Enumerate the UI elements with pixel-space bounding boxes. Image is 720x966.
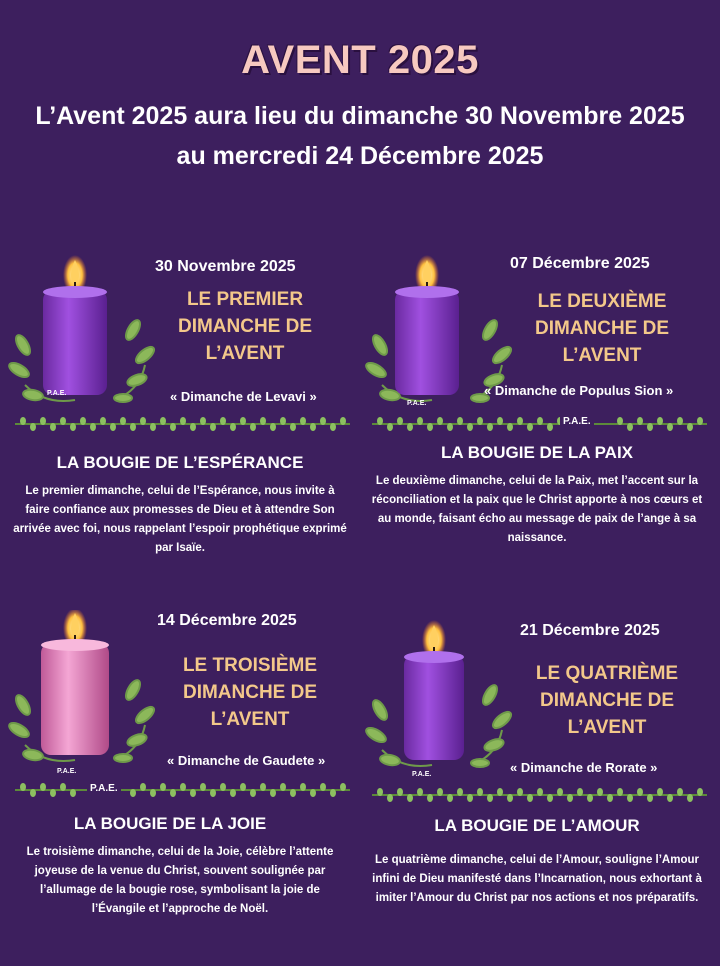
- candle-body: [404, 655, 464, 760]
- vine-divider: [372, 787, 707, 803]
- candle-label: LA BOUGIE DE L’ESPÉRANCE: [56, 453, 304, 472]
- sunday-description: Le quatrième dimanche, celui de l’Amour, souligne l’Amour infini de Dieu manifesté dans l’Incarnation, nous exhortant à imiter l’Amour du Christ par nos actions et nos préparatifs.: [372, 854, 702, 904]
- candle-label: LA BOUGIE DE L’AMOUR: [434, 816, 640, 835]
- candle-icon: [362, 615, 522, 785]
- candle-body: [41, 643, 109, 755]
- vine-divider: [15, 416, 350, 432]
- sunday-date: 21 Décembre 2025: [520, 622, 660, 639]
- sunday-card-2: [362, 250, 712, 580]
- candle-illustration: [5, 610, 165, 780]
- sunday-title: LE TROISIÈME DIMANCHE DE L’AVENT: [182, 655, 318, 730]
- vine-divider: [372, 416, 707, 432]
- candle-body: [43, 290, 107, 395]
- candle-illustration: [362, 615, 522, 785]
- sunday-card-4: [362, 615, 712, 945]
- sunday-title: LE PREMIER DIMANCHE DE L’AVENT: [177, 289, 313, 364]
- sunday-date: 30 Novembre 2025: [155, 258, 296, 275]
- sunday-card-3: [5, 610, 355, 940]
- sunday-name: « Dimanche de Populus Sion »: [484, 383, 674, 398]
- watermark-small: P.A.E.: [57, 768, 77, 775]
- sunday-description: Le premier dimanche, celui de l’Espérance, nous invite à faire confiance aux promesses de Dieu et à attendre Son arrivée avec foi, nous rappelant l’espoir prophétique exprimé par Isaïe.: [13, 485, 347, 554]
- candle-icon: [5, 250, 165, 420]
- vine-divider: [15, 782, 350, 798]
- subtitle: L’Avent 2025 aura lieu du dimanche 30 Novembre 2025 au mercredi 24 Décembre 2025: [35, 102, 685, 170]
- candle-icon: [5, 610, 165, 780]
- watermark-small: P.A.E.: [407, 400, 427, 407]
- watermark-small: P.A.E.: [47, 390, 67, 397]
- candle-illustration: [5, 250, 165, 420]
- sunday-name: « Dimanche de Rorate »: [510, 760, 658, 775]
- sunday-name: « Dimanche de Levavi »: [170, 389, 317, 404]
- sunday-date: 14 Décembre 2025: [157, 612, 297, 629]
- sunday-card-1: [5, 250, 355, 580]
- sunday-description: Le troisième dimanche, celui de la Joie, célèbre l’attente joyeuse de la venue du Christ, souvent soulignée par l’allumage de la bougie rose, symbolisant la joie de l’Évangile et l’approche de Noël.: [26, 846, 334, 915]
- candle-label: LA BOUGIE DE LA JOIE: [73, 814, 267, 833]
- sunday-title: LE QUATRIÈME DIMANCHE DE L’AVENT: [535, 663, 679, 738]
- watermark-small: P.A.E.: [412, 771, 432, 778]
- sunday-title: LE DEUXIÈME DIMANCHE DE L’AVENT: [534, 291, 670, 366]
- candle-label: LA BOUGIE DE LA PAIX: [440, 443, 634, 462]
- sunday-description: Le deuxième dimanche, celui de la Paix, met l’accent sur la réconciliation et la paix que le Christ apporte à nos cœurs et au monde, faisant écho au message de paix de l’ange à sa naissance.: [371, 475, 703, 544]
- sunday-date: 07 Décembre 2025: [510, 255, 650, 272]
- watermark-vine: P.A.E.: [87, 783, 121, 794]
- main-title: AVENT 2025: [241, 38, 479, 82]
- watermark-vine: P.A.E.: [560, 416, 594, 427]
- candle-body: [395, 290, 459, 395]
- sunday-name: « Dimanche de Gaudete »: [167, 753, 326, 768]
